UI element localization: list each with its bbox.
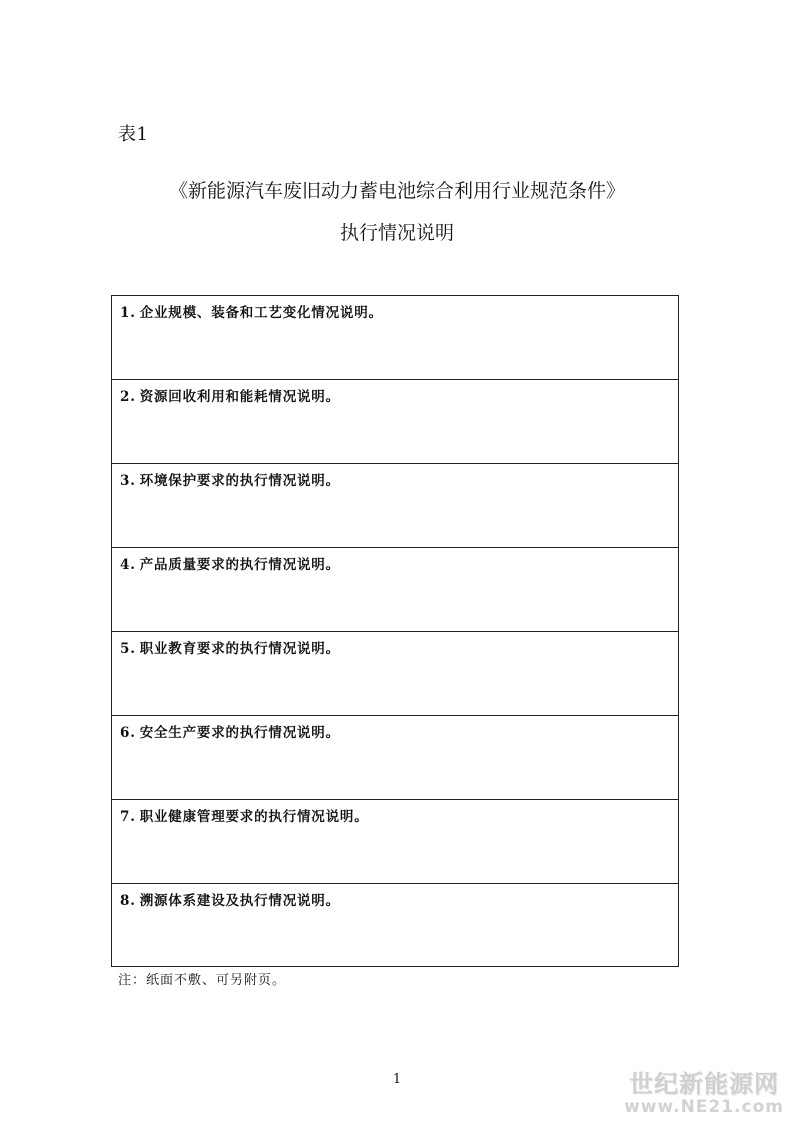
row-text: 职业教育要求的执行情况说明。 — [139, 641, 340, 657]
form-table — [111, 295, 679, 967]
form-row-label — [120, 721, 340, 741]
row-number: 3. — [120, 473, 136, 489]
document-subtitle: 执行情况说明 — [339, 222, 454, 244]
row-text: 产品质量要求的执行情况说明。 — [139, 557, 340, 573]
watermark-logo — [624, 1064, 784, 1117]
form-row-label — [120, 385, 340, 405]
row-text: 环境保护要求的执行情况说明。 — [139, 473, 340, 489]
row-text: 资源回收利用和能耗情况说明。 — [139, 389, 340, 405]
row-text: 安全生产要求的执行情况说明。 — [139, 725, 340, 741]
row-text: 职业健康管理要求的执行情况说明。 — [139, 809, 369, 825]
row-text: 溯源体系建设及执行情况说明。 — [139, 893, 340, 909]
page-number: 1 — [392, 1072, 402, 1087]
form-row-6[interactable] — [112, 716, 678, 800]
table-label: 表1 — [118, 124, 149, 145]
form-row-4[interactable] — [112, 548, 678, 632]
footnote: 注：纸面不敷、可另附页。 — [118, 973, 287, 988]
form-row-1[interactable] — [112, 296, 678, 380]
form-row-2[interactable] — [112, 380, 678, 464]
watermark-text: 世纪新能源网 — [629, 1070, 780, 1098]
row-text: 企业规模、装备和工艺变化情况说明。 — [139, 305, 383, 321]
form-row-label — [120, 889, 340, 909]
form-row-label — [120, 301, 383, 321]
form-row-label — [120, 637, 340, 657]
form-row-3[interactable] — [112, 464, 678, 548]
form-row-5[interactable] — [112, 632, 678, 716]
form-row-label — [120, 469, 340, 489]
watermark-url: www.NE21.com — [624, 1097, 784, 1117]
form-row-8[interactable] — [112, 884, 678, 966]
document-title: 《新能源汽车废旧动力蓄电池综合利用行业规范条件》 — [168, 180, 625, 202]
row-number: 5. — [120, 641, 136, 657]
row-number: 6. — [120, 725, 136, 741]
row-number: 1. — [120, 305, 136, 321]
form-row-label — [120, 553, 340, 573]
row-number: 8. — [120, 893, 136, 909]
form-row-label — [120, 805, 369, 825]
row-number: 2. — [120, 389, 136, 405]
row-number: 4. — [120, 557, 136, 573]
row-number: 7. — [120, 809, 136, 825]
form-row-7[interactable] — [112, 800, 678, 884]
